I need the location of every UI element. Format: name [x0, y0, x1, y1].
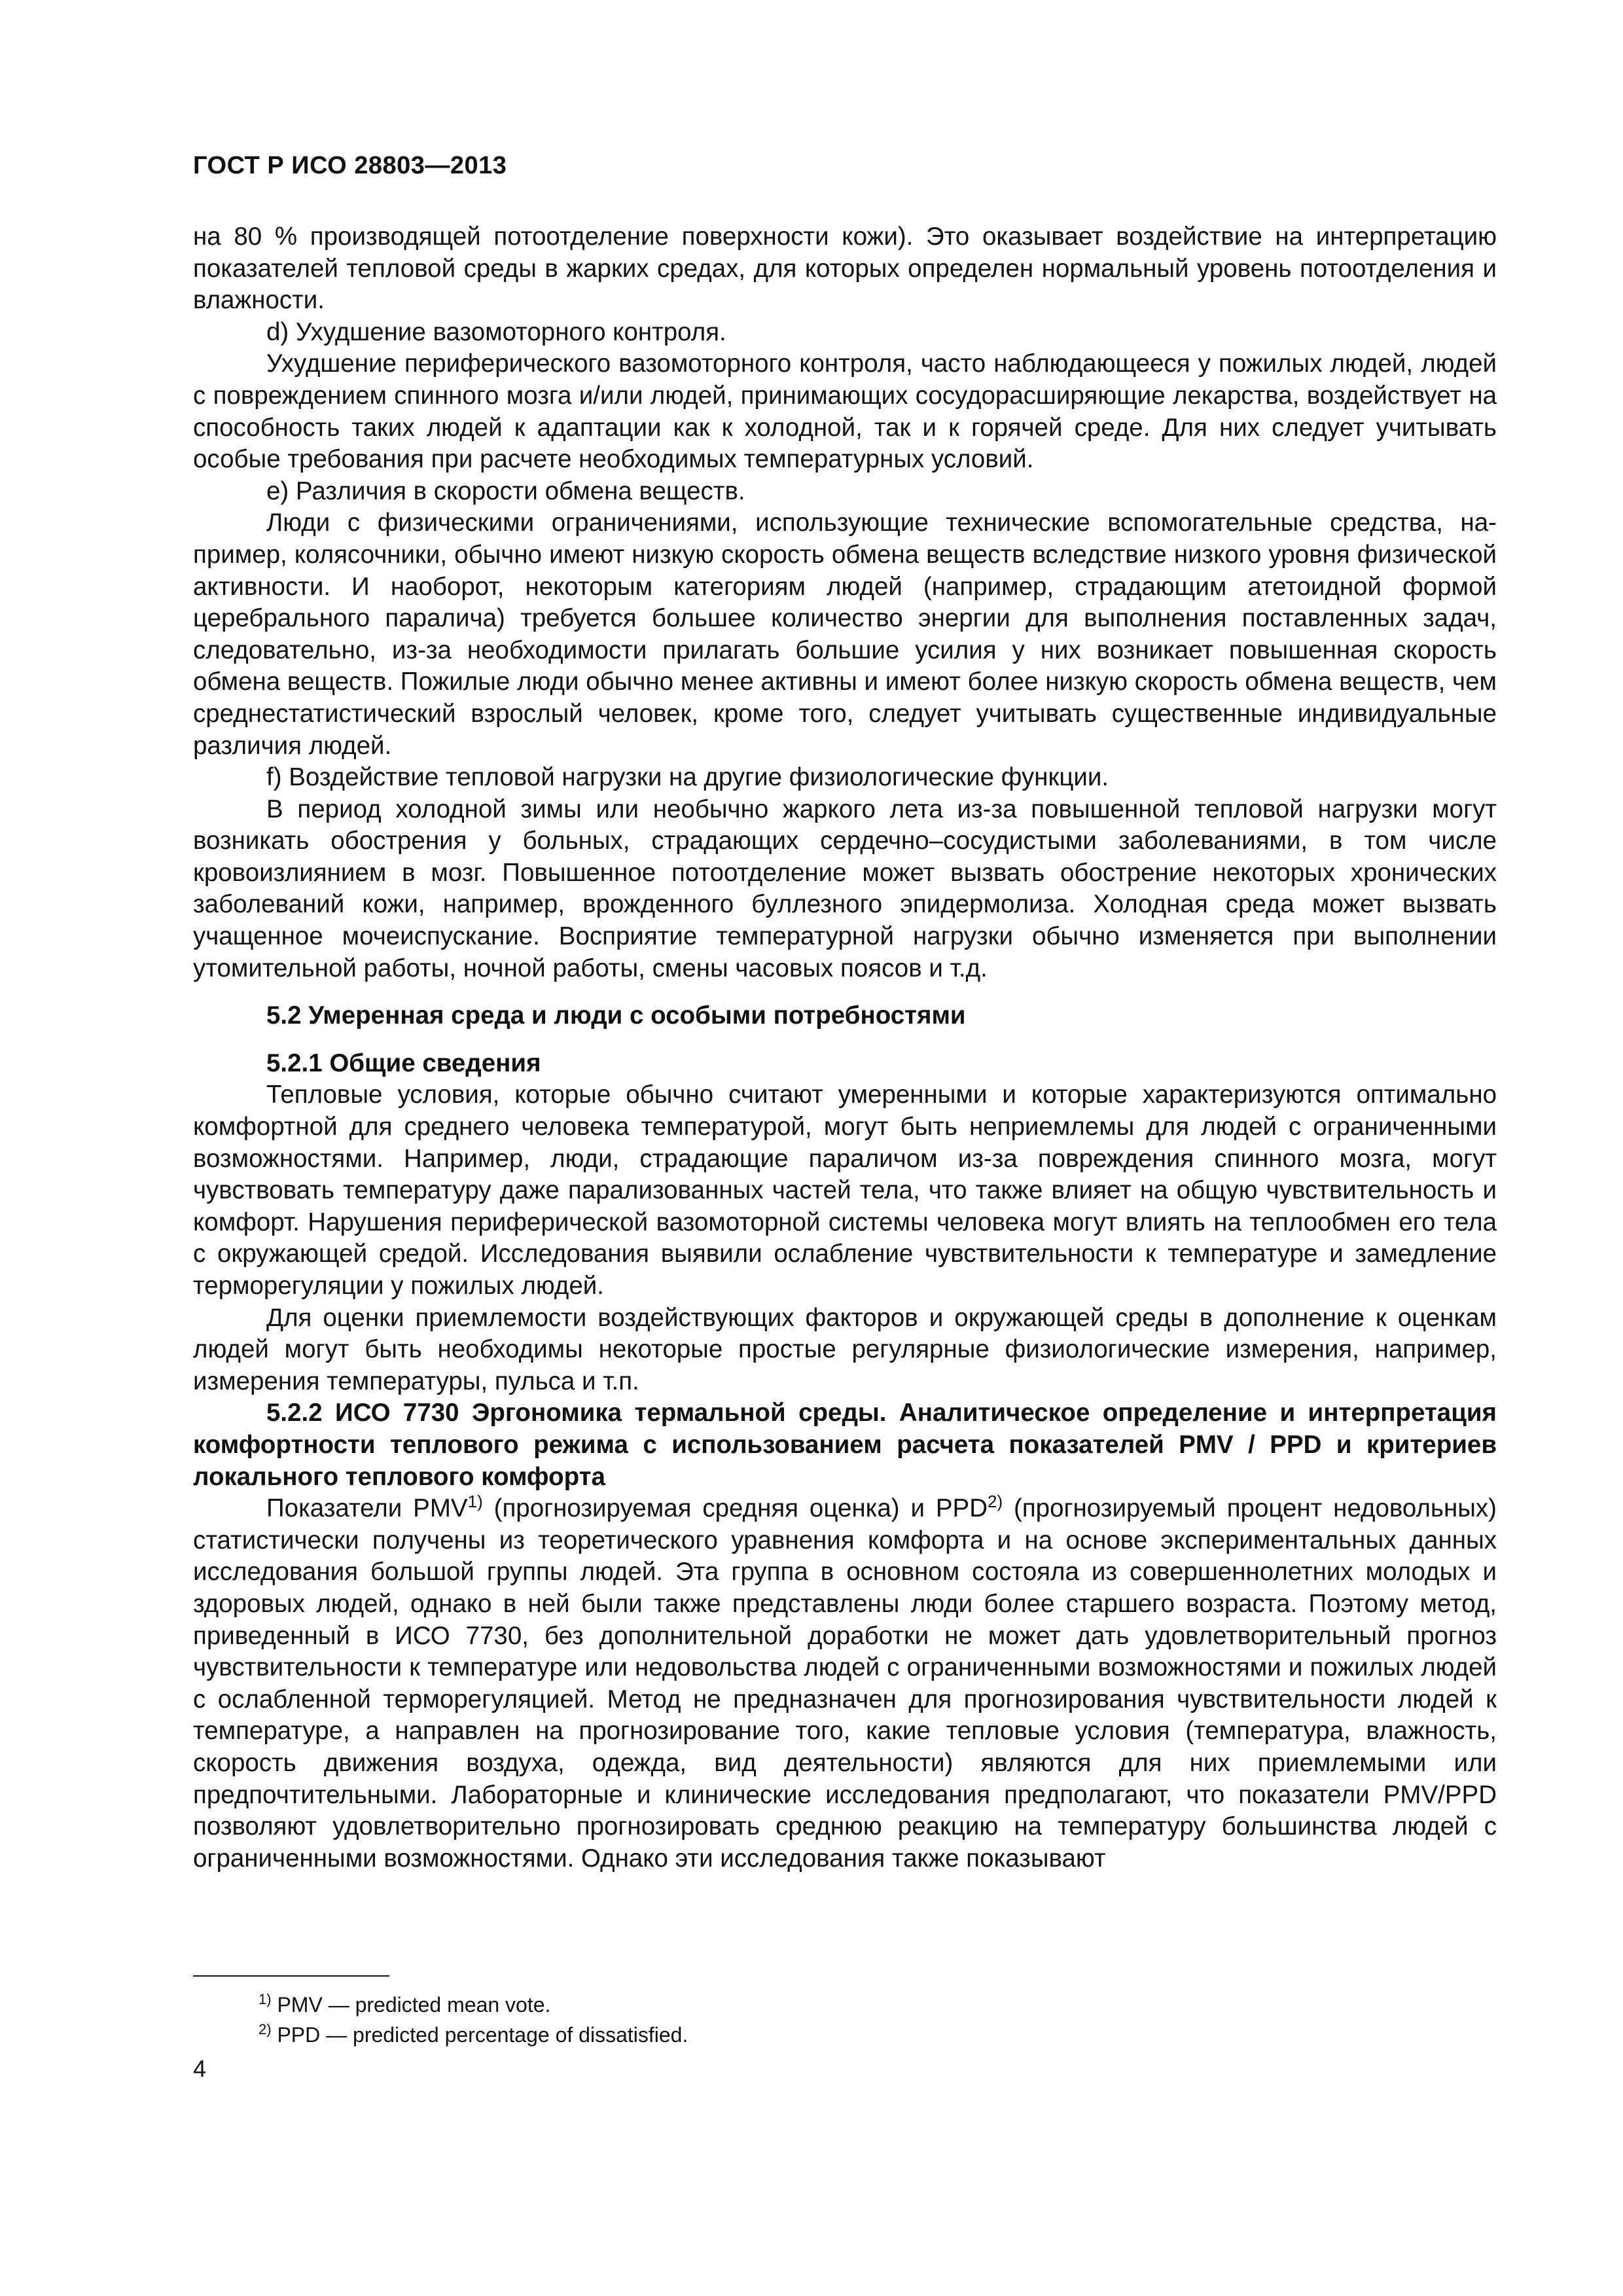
list-item-d: d) Ухудшение вазомоторного контроля. [266, 317, 726, 346]
paragraph: Люди с физическими ограничениями, использующие технические вспомогательные средства, например, колясочники, обычно имеют низкую скорость обмена веществ вследствие низкого уровня физической активности. И наоборот, некоторым категориям людей (например, страдающим атетоидной формой церебрального паралича) требуется большее количество энергии для выполнения поставленных задач, следовательно, из-за необходимости прилагать большие усилия у них возникает повышенная скорость обмена веществ. Пожилые люди обычно менее активны и имеют более низкую скорость обмена веществ, чем среднестатистический взрослый человек, кроме того, следует учитывать существенные индивидуальные различия людей. [193, 509, 1497, 760]
paragraph [193, 1493, 1497, 1874]
paragraph: на 80 % производящей потоотделение поверхности кожи). Это оказывает воздействие на интерпретацию показателей тепловой среды в жарких средах, для которых определен нормальный уровень потоотделения и влажности. [193, 223, 1497, 315]
footnote-2 [259, 2020, 1436, 2050]
section-heading-5-2-1: 5.2.1 Общие сведения [266, 1049, 541, 1077]
footnote-divider [193, 1975, 389, 1977]
paragraph: Тепловые условия, которые обычно считают умеренными и которые характеризуются оптимально комфортной для среднего человека температурой, могут быть неприемлемы для людей с ограниченными возможностями. Например, люди, страдающие параличом из-за повреждения спинного мозга, могут чувствовать температуру даже парализованных частей тела, что также влияет на общую чувствительность и комфорт. Нарушения периферической вазомоторной системы человека могут влиять на теплообмен его тела с окружающей средой. Исследования выявили ослабление чувствительности к температуре и замедление терморегуляции у пожилых людей. [193, 1081, 1497, 1300]
footnote-ref-2: 2) [988, 1492, 1003, 1512]
body-text [193, 221, 1497, 1874]
footnote-mark: 1) [259, 1991, 272, 2007]
footnotes [259, 1990, 1436, 2050]
footnote-text: PMV — predicted mean vote. [271, 1993, 551, 2017]
section-heading-5-2-2: 5.2.2 ИСО 7730 Эргономика термальной среды. Аналитическое определение и интерпретация комфортности теплового режима с использованием расчета показателей PMV / PPD и критериев локального теплового комфорта [193, 1399, 1497, 1491]
text-run: Показатели PMV [266, 1494, 468, 1523]
footnote-1 [259, 1990, 1436, 2020]
paragraph: Для оценки приемлемости воздействующих факторов и окружающей среды в дополнение к оценкам людей могут быть необходимы некоторые простые регулярные физиологические измерения, например, измерения температуры, пульса и т.п. [193, 1303, 1497, 1395]
text-run: (прогнозируемая средняя оценка) и PPD [482, 1494, 988, 1523]
text-run: (прогнозируемый процент недовольных) статистически получены из теоретического уравнения комфорта и на основе экспериментальных данных исследования большой группы людей. Эта группа в основном состояла из совершеннолетних молодых и здоровых людей, однако в ней были также представлены люди более старшего возраста. Поэтому метод, приведенный в ИСО 7730, без дополнительной доработки не может дать удовлетворительный прогноз чувствительности к температуре или недовольства людей с ограниченными возможностями и пожилых людей с ослабленной терморегуляцией. Метод не предназначен для прогнозирования чувствительности людей к температуре, а направлен на прогнозирование того, какие тепловые условия (температура, влажность, скорость движения воздуха, одежда, вид деятельности) являются для них приемлемыми или предпочтительными. Лабораторные и клинические исследования предполагают, что показатели PMV/PPD позволяют удовлетворительно прогнозировать среднюю реакцию на температуру большинства людей с ограниченными возможностями. Однако эти исследования также показывают [193, 1494, 1497, 1873]
paragraph: Ухудшение периферического вазомоторного контроля, часто наблюдающееся у пожилых людей, людей с повреждением спинного мозга и/или людей, принимающих сосудорасширяющие лекарства, воздействует на способность таких людей к адаптации как к холодной, так и к горячей среде. Для них следует учитывать особые требования при расчете необходимых температурных условий. [193, 350, 1497, 474]
page-number: 4 [193, 2055, 207, 2082]
footnote-text: PPD — predicted percentage of dissatisfied. [271, 2023, 688, 2047]
list-item-e: e) Различия в скорости обмена веществ. [266, 476, 745, 505]
list-item-f: f) Воздействие тепловой нагрузки на другие физиологические функции. [266, 763, 1109, 792]
footnote-mark: 2) [259, 2021, 272, 2037]
section-heading-5-2: 5.2 Умеренная среда и люди с особыми потребностями [266, 1001, 966, 1030]
standard-code-header: ГОСТ Р ИСО 28803—2013 [193, 152, 507, 179]
footnote-ref-1: 1) [467, 1492, 483, 1512]
paragraph: В период холодной зимы или необычно жаркого лета из-за повышенной тепловой нагрузки могут возникать обострения у больных, страдающих сердечно–сосудистыми заболеваниями, в том числе кровоизлиянием в мозг. Повышенное потоотделение может вызвать обострение некоторых хронических заболеваний кожи, например, врожденного буллезного эпидермолиза. Холодная среда может вызвать учащенное мочеиспускание. Восприятие температурной нагрузки обычно изменяется при выполнении утомительной работы, ночной работы, смены часовых поясов и т.д. [193, 795, 1497, 982]
